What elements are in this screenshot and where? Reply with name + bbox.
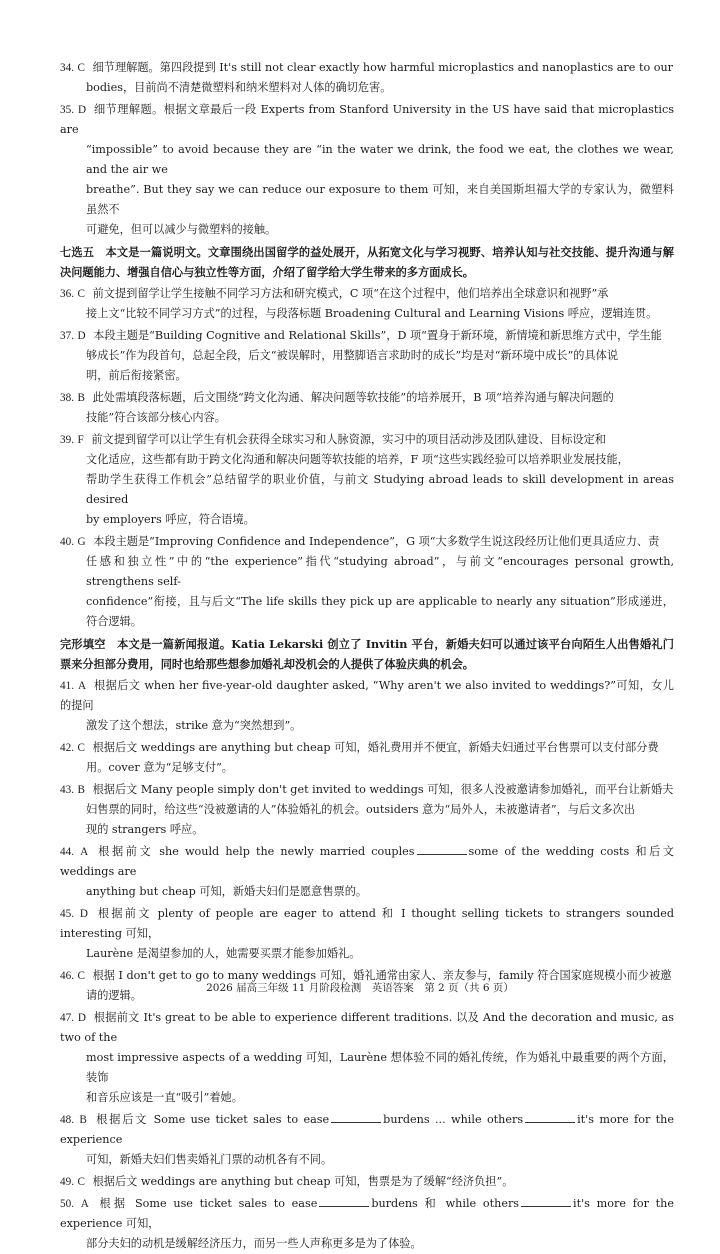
- item-explanation: 根据前文 It's great to be able to experience different traditions. 以及 And the decoration and music, as two of the: [60, 1011, 675, 1044]
- item-number: 35.: [60, 104, 74, 116]
- item-answer: A: [80, 1198, 89, 1210]
- item-explanation: 根据后文 weddings are anything but cheap 可知，售票是为了缓解“经济负担”。: [92, 1175, 514, 1188]
- item-explanation: 技能”符合该部分核心内容。: [86, 411, 226, 424]
- item-number: 47.: [60, 1012, 74, 1024]
- item-explanation: confidence”衔接，且与后文“The life skills they pick up are applicable to nearly any situation”形成递进，符合逻辑。: [86, 595, 674, 628]
- item-explanation: 接上文“比较不同学习方式”的过程，与段落标题 Broadening Cultural and Learning Visions 呼应，逻辑连贯。: [86, 307, 658, 320]
- item-answer: G: [77, 536, 86, 548]
- answer-item-43: [60, 780, 674, 840]
- answer-item-48: [60, 1110, 674, 1170]
- item-explanation: 够成长”作为段首句，总起全段，后文“被误解时，用整脚语言求助时的成长”均是对“新环境中成长”的具体说: [86, 349, 619, 362]
- item-number: 46.: [60, 970, 74, 982]
- answer-item-36: [60, 284, 674, 324]
- answer-blank: [417, 842, 467, 855]
- answer-item-34: [60, 58, 674, 98]
- item-answer: C: [77, 1176, 86, 1188]
- item-answer: F: [77, 434, 84, 446]
- item-explanation: 根据后文 Some use ticket sales to ease: [96, 1113, 330, 1126]
- item-number: 37.: [60, 330, 74, 342]
- item-explanation: 妇售票的同时，给这些“没被邀请的人”体验婚礼的机会。outsiders 意为“局外人，未被邀请者”，与后文多次出: [86, 803, 635, 816]
- item-explanation: it's more for the experience: [60, 1113, 674, 1146]
- answer-item-40: [60, 532, 674, 632]
- item-answer: A: [80, 846, 89, 858]
- item-number: 36.: [60, 288, 74, 300]
- item-explanation: 根据 Some use ticket sales to ease: [99, 1197, 318, 1210]
- item-explanation: some of the wedding costs 和后文 weddings are: [60, 845, 675, 878]
- item-answer: C: [77, 288, 86, 300]
- item-explanation: burdens 和 while others: [371, 1197, 520, 1210]
- item-explanation: 前文提到留学可以让学生有机会获得全球实习和人脉资源，实习中的项目活动涉及团队建设、目标设定和: [91, 433, 606, 446]
- item-answer: D: [77, 330, 86, 342]
- item-number: 48.: [60, 1114, 74, 1126]
- item-explanation: breathe”. But they say we can reduce our exposure to them 可知，来自美国斯坦福大学的专家认为，微塑料虽然不: [86, 183, 674, 216]
- item-explanation: 可知，新婚夫妇们售卖婚礼门票的动机各有不同。: [86, 1153, 333, 1166]
- answer-item-44: [60, 842, 674, 902]
- item-number: 40.: [60, 536, 74, 548]
- answer-item-37: [60, 326, 674, 386]
- item-explanation: 文化适应，这些都有助于跨文化沟通和解决问题等软技能的培养，F 项“这些实践经验可以培养职业发展技能，: [86, 453, 629, 466]
- item-explanation: 请的逻辑。: [86, 989, 142, 1002]
- item-explanation: 帮助学生获得工作机会”总结留学的职业价值，与前文 Studying abroad leads to skill development in areas desired: [86, 473, 674, 506]
- answer-blank: [525, 1110, 575, 1123]
- section-heading-cloze: 完形填空 本文是一篇新闻报道。Katia Lekarski 创立了 Invitin 平台，新婚夫妇可以通过该平台向陌生人出售婚礼门票来分担部分费用，同时也给那些想参加婚礼却没机会的人提供了体验庆典的机会。: [60, 637, 674, 671]
- item-explanation: 用。cover 意为“足够支付”。: [86, 761, 233, 774]
- answer-item-50: [60, 1194, 674, 1254]
- answer-blank: [319, 1194, 369, 1207]
- item-number: 45.: [60, 908, 74, 920]
- answer-item-47: [60, 1008, 674, 1108]
- item-explanation: by employers 呼应，符合语境。: [86, 513, 255, 526]
- item-explanation: it's more for the experience 可知，: [60, 1197, 674, 1230]
- item-explanation: 明，前后衔接紧密。: [86, 369, 187, 382]
- item-number: 34.: [60, 62, 74, 74]
- item-explanation: 根据前文 plenty of people are eager to attend 和 I thought selling tickets to strangers sounded interesting 可知，: [60, 907, 675, 940]
- item-explanation: 本段主题是“Building Cognitive and Relational Skills”，D 项“置身于新环境，新情境和新思维方式中，学生能: [93, 329, 662, 342]
- item-explanation: 根据后文 Many people simply don't get invited to weddings 可知，很多人没被邀请参加婚礼，而平台让新婚夫: [92, 783, 674, 796]
- item-number: 44.: [60, 846, 74, 858]
- answer-item-42: [60, 738, 674, 778]
- item-explanation: 根据前文 she would help the newly married couples: [98, 845, 415, 858]
- item-explanation: 前文提到留学让学生接触不同学习方法和研究模式，C 项“在这个过程中，他们培养出全球意识和视野”承: [92, 287, 609, 300]
- item-number: 41.: [60, 680, 74, 692]
- answer-blank: [331, 1110, 381, 1123]
- section-heading-seven-choose-five: 七选五 本文是一篇说明文。文章围绕出国留学的益处展开，从拓宽文化与学习视野、培养认知与社交技能、提升沟通与解决问题能力、增强自信心与独立性等方面，介绍了留学给大学生带来的多方面成长。: [60, 245, 674, 279]
- item-explanation: 任感和独立性”中的“the experience”指代“studying abroad”，与前文“encourages personal growth, strengthens self-: [86, 555, 674, 588]
- item-number: 38.: [60, 392, 74, 404]
- page-footer: 2026 届高三年级 11 月阶段检测 英语答案 第 2 页（共 6 页）: [206, 982, 514, 994]
- item-explanation: burdens ... while others: [383, 1113, 524, 1126]
- item-answer: D: [77, 104, 87, 116]
- item-explanation: 部分夫妇的动机是缓解经济压力，而另一些人声称更多是为了体验。: [86, 1237, 422, 1250]
- item-explanation: most impressive aspects of a wedding 可知，Laurène 想体验不同的婚礼传统，作为婚礼中最重要的两个方面，装饰: [86, 1051, 674, 1084]
- item-explanation: 此处需填段落标题，后文围绕“跨文化沟通、解决问题等软技能”的培养展开，B 项“培养沟通与解决问题的: [92, 391, 614, 404]
- item-answer: A: [77, 680, 87, 692]
- item-number: 42.: [60, 742, 74, 754]
- answer-item-38: [60, 388, 674, 428]
- answer-blank: [521, 1194, 571, 1207]
- item-explanation: 和音乐应该是一直“吸引”着她。: [86, 1091, 243, 1104]
- item-explanation: “impossible” to avoid because they are “in the water we drink, the food we eat, the clothes we wear, and the air we: [86, 143, 674, 176]
- answer-item-41: [60, 676, 674, 736]
- answer-item-45: [60, 904, 674, 964]
- answer-item-35: [60, 100, 674, 240]
- item-number: 49.: [60, 1176, 74, 1188]
- item-explanation: 激发了这个想法，strike 意为“突然想到”。: [86, 719, 302, 732]
- item-explanation: bodies，目前尚不清楚微塑料和纳米塑料对人体的确切危害。: [86, 81, 392, 94]
- answer-item-39: [60, 430, 674, 530]
- item-answer: C: [77, 742, 86, 754]
- item-answer: B: [77, 392, 86, 404]
- item-number: 50.: [60, 1198, 74, 1210]
- item-explanation: 可避免，但可以减少与微塑料的接触。: [86, 223, 277, 236]
- answer-item-49: [60, 1172, 674, 1192]
- item-answer: C: [77, 970, 86, 982]
- item-explanation: 根据后文 when her five-year-old daughter asked, “Why aren't we also invited to weddings?”可知，女儿的提问: [60, 679, 674, 712]
- item-explanation: Laurène 是渴望参加的人，她需要买票才能参加婚礼。: [86, 947, 361, 960]
- item-answer: B: [79, 1114, 87, 1126]
- item-explanation: 细节理解题。根据文章最后一段 Experts from Stanford University in the US have said that microplastics are: [60, 103, 674, 136]
- item-explanation: 根据 I don't get to go to many weddings 可知，婚礼通常由家人、亲友参与，family 符合国家庭规模小而少被邀: [92, 969, 672, 982]
- item-explanation: anything but cheap 可知，新婚夫妇们是愿意售票的。: [86, 885, 368, 898]
- item-answer: D: [77, 1012, 86, 1024]
- item-explanation: 本段主题是“Improving Confidence and Independence”，G 项“大多数学生说这段经历让他们更具适应力、责: [93, 535, 660, 548]
- item-explanation: 现的 strangers 呼应。: [86, 823, 204, 836]
- item-answer: B: [77, 784, 86, 796]
- item-number: 39.: [60, 434, 74, 446]
- item-answer: C: [77, 62, 86, 74]
- item-explanation: 根据后文 weddings are anything but cheap 可知，婚礼费用并不便宜，新婚夫妇通过平台售票可以支付部分费: [92, 741, 659, 754]
- item-number: 43.: [60, 784, 74, 796]
- item-explanation: 细节理解题。第四段提到 It's still not clear exactly how harmful microplastics and nanoplastics are to our: [92, 61, 674, 74]
- item-answer: D: [79, 908, 88, 920]
